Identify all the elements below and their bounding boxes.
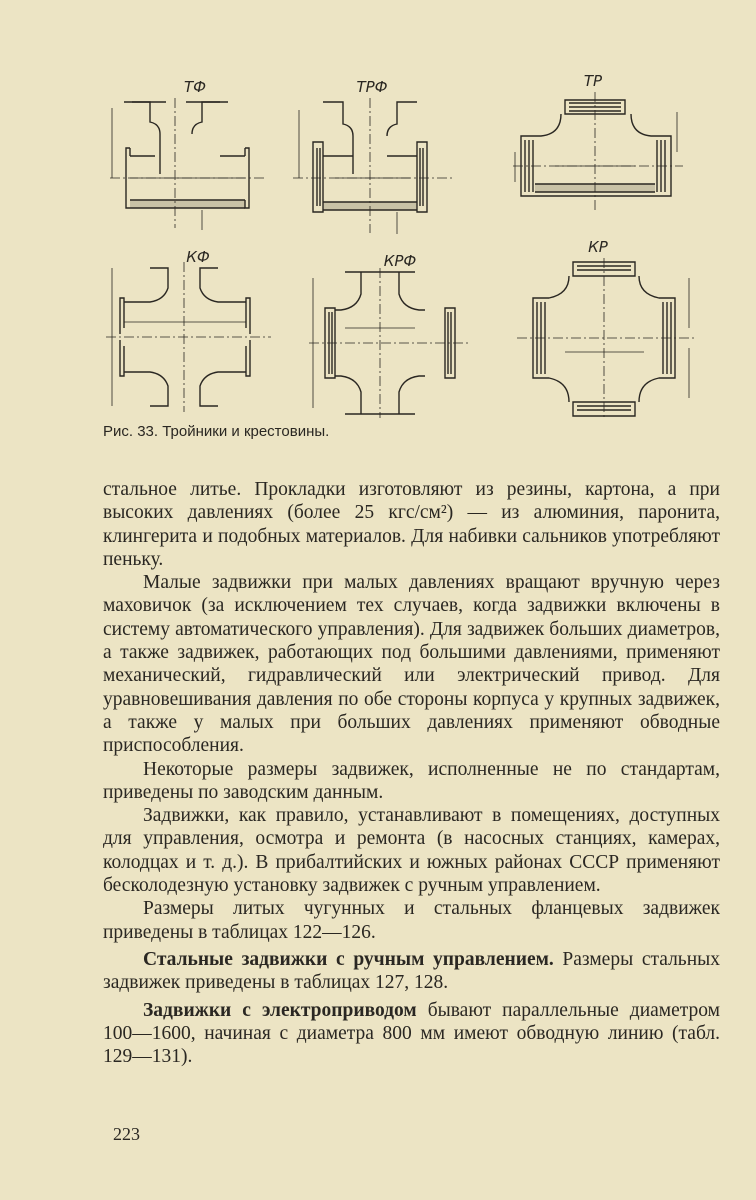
paragraph-text: Размеры стальных задвижек приведены в таблицах 127, 128. [103, 948, 720, 994]
body-text [103, 478, 720, 1068]
paragraph: Размеры литых чугунных и стальных фланцевых задвижек приведены в таблицах 122—126. [103, 898, 720, 943]
paragraph: Некоторые размеры задвижек, исполненные не по стандартам, приведены по заводским данным. [103, 758, 720, 803]
figure-caption: Рис. 33. Тройники и крестовины. [103, 423, 330, 440]
drawing-label-kr: КР [588, 238, 608, 256]
drawing-label-tr: ТР [583, 72, 603, 90]
cross-flanged-drawing [100, 262, 275, 412]
drawing-label-kf: КФ [186, 248, 210, 266]
run-in-heading: Стальные задвижки с ручным управлением. [143, 948, 554, 970]
paragraph: Малые задвижки при малых давлениях вращают вручную через маховичок (за исключением тех случаев, когда задвижки включены в систему автоматического управления). Для задвижек больших диаметров, а также задвижек, работающих под большими давлениями, применяют механический, гидравлический или электрический привод. Для уравновешивания давления по обе стороны корпуса у крупных задвижек, а также у малых при больших давлениях применяют обводные приспособления. [103, 572, 720, 757]
drawing-label-tf: ТФ [183, 78, 207, 96]
tee-flanged-drawing [100, 98, 275, 233]
page-number: 223 [113, 1124, 140, 1144]
paragraph [103, 999, 720, 1069]
figure-33 [100, 70, 720, 420]
paragraph-text: бывают параллельные диаметром 100—1600, начиная с диаметра 800 мм имеют обводную линию (табл. 129—131). [103, 999, 721, 1068]
drawing-label-trf: ТРФ [356, 78, 388, 96]
paragraph: стальное литье. Прокладки изготовляют из резины, картона, а при высоких давлениях (более 25 кгс/см²) — из алюминия, паронита, клингерита и подобных материалов. Для набивки сальников употребляют пеньку. [103, 479, 720, 570]
run-in-heading: Задвижки с электроприводом [143, 999, 417, 1021]
cross-socket-drawing [515, 258, 700, 420]
paragraph: Задвижки, как правило, устанавливают в помещениях, доступных для управления, осмотра и ремонта (в насосных станциях, камерах, колодцах и т. д.). В прибалтийских и южных районах СССР применяют бесколодезную установку задвижек с ручным управлением. [103, 805, 720, 897]
paragraph [103, 948, 720, 995]
drawing-label-krf: КРФ [383, 252, 417, 270]
cross-socket-flanged-drawing [305, 268, 475, 418]
tee-socket-drawing [505, 92, 690, 217]
tee-socket-flanged-drawing [285, 98, 460, 238]
